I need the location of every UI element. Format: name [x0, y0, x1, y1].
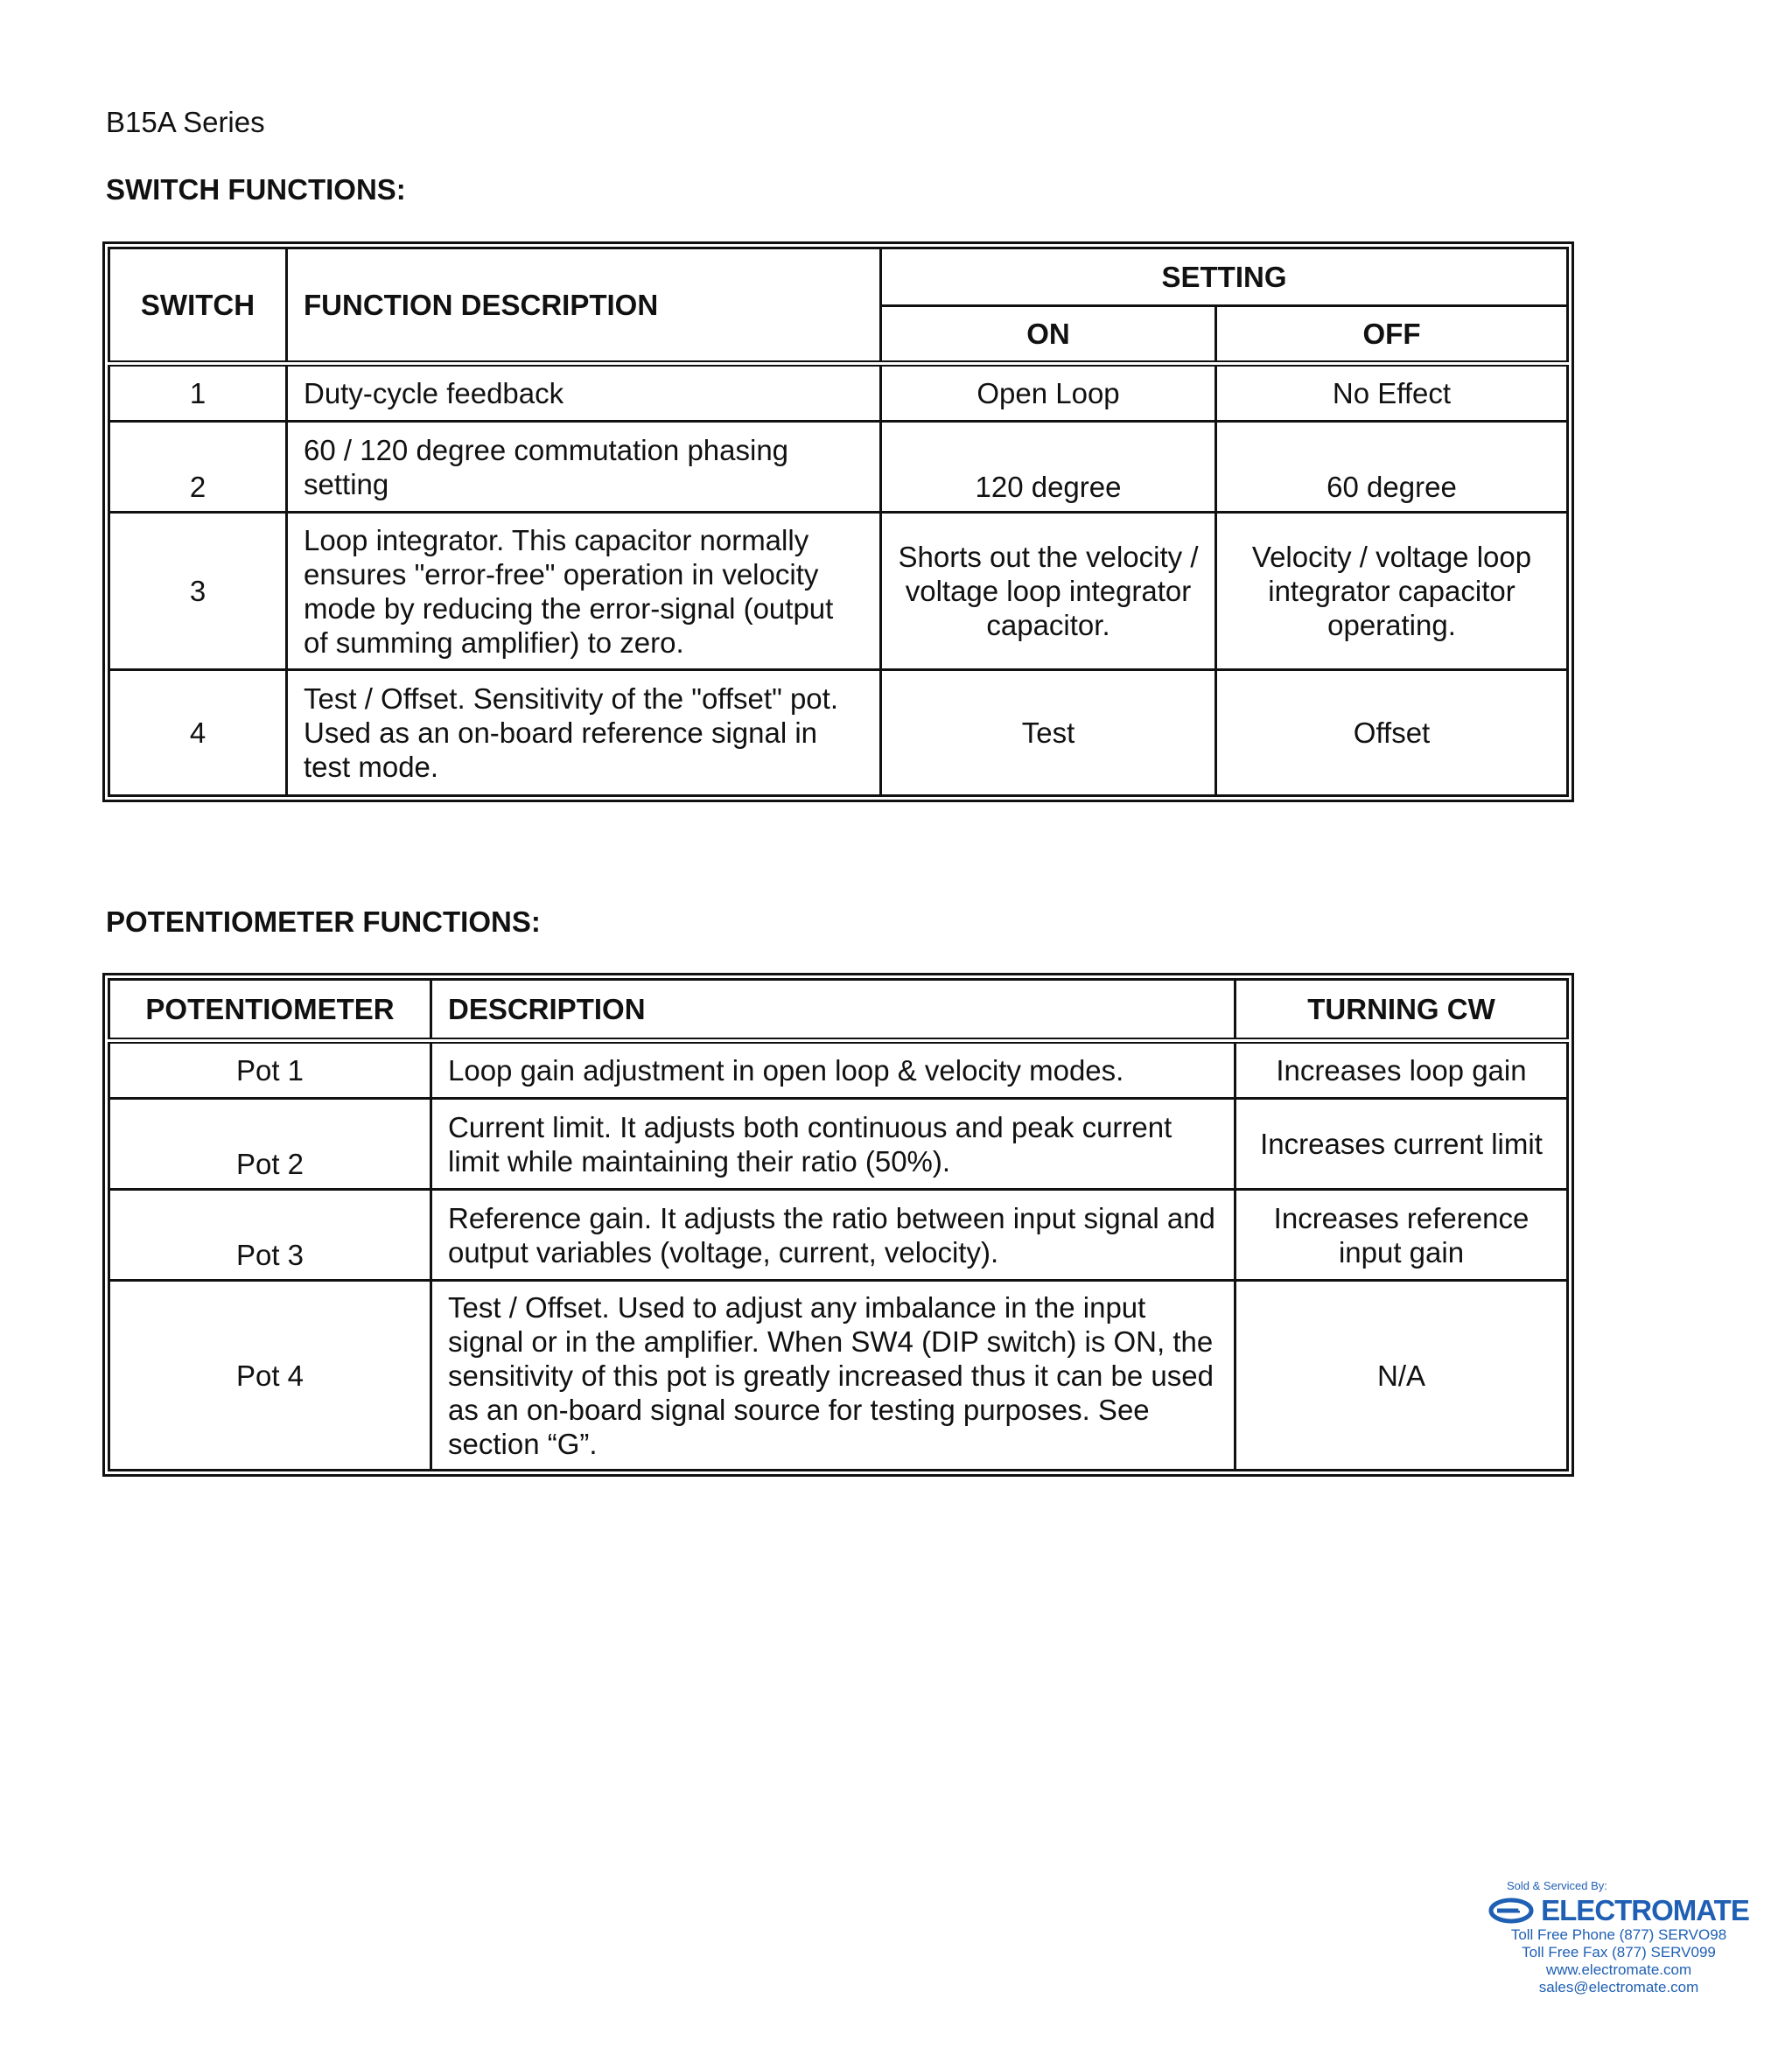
- table-row: [109, 1099, 1568, 1190]
- pot-description: Current limit. It adjusts both continuous and peak current limit while maintaining their ratio (50%).: [431, 1099, 1236, 1190]
- potentiometer-functions-heading: POTENTIOMETER FUNCTIONS:: [106, 905, 541, 938]
- pot-turning-cw: Increases reference input gain: [1236, 1190, 1568, 1281]
- pot-name: Pot 4: [109, 1281, 431, 1471]
- setting-on: Open Loop: [881, 364, 1216, 422]
- pot-description: Test / Offset. Used to adjust any imbalance in the input signal or in the amplifier. When SW4 (DIP switch) is ON, the sensitivity of this pot is greatly increased thus it can be used as an on-board signal source for testing purposes. See section “G”.: [431, 1281, 1236, 1471]
- sold-by-label: Sold & Serviced By:: [1507, 1879, 1607, 1892]
- brand-name: ELECTROMATE: [1541, 1894, 1749, 1926]
- pot-name: Pot 1: [109, 1041, 431, 1099]
- series-title: B15A Series: [106, 106, 265, 138]
- setting-off: Velocity / voltage loop integrator capacitor operating.: [1216, 513, 1568, 670]
- pot-description: Loop gain adjustment in open loop & velocity modes.: [431, 1041, 1236, 1099]
- pot-name: Pot 3: [109, 1190, 431, 1281]
- setting-on: Test: [881, 670, 1216, 796]
- table-row: [109, 1190, 1568, 1281]
- electromate-e-logo-icon: [1488, 1897, 1534, 1925]
- table-row: [109, 422, 1568, 513]
- website-link[interactable]: www.electromate.com: [1545, 1961, 1692, 1978]
- email-link[interactable]: sales@electromate.com: [1538, 1979, 1699, 1996]
- potentiometer-functions-table: [102, 973, 1574, 1477]
- table-row: [109, 364, 1568, 422]
- setting-off: No Effect: [1216, 364, 1568, 422]
- table-row: [109, 670, 1568, 796]
- turning-cw-col-header: TURNING CW: [1236, 980, 1568, 1041]
- potentiometer-col-header: POTENTIOMETER: [109, 980, 431, 1041]
- table-row: [109, 513, 1568, 670]
- switch-number: 1: [109, 364, 287, 422]
- setting-col-header: SETTING: [881, 248, 1568, 306]
- pot-name: Pot 2: [109, 1099, 431, 1190]
- function-description: 60 / 120 degree commutation phasing setting: [287, 422, 881, 513]
- switch-number: 4: [109, 670, 287, 796]
- function-description: Test / Offset. Sensitivity of the "offset" pot. Used as an on-board reference signal in test mode.: [287, 670, 881, 796]
- on-col-header: ON: [881, 306, 1216, 364]
- switch-functions-table: [102, 241, 1574, 802]
- table-row: [109, 1041, 1568, 1099]
- setting-on: 120 degree: [881, 422, 1216, 513]
- switch-number: 2: [109, 422, 287, 513]
- pot-turning-cw: N/A: [1236, 1281, 1568, 1471]
- switch-functions-heading: SWITCH FUNCTIONS:: [106, 173, 406, 206]
- electromate-footer: [1488, 1879, 1750, 1996]
- off-col-header: OFF: [1216, 306, 1568, 364]
- function-description: Duty-cycle feedback: [287, 364, 881, 422]
- setting-off: Offset: [1216, 670, 1568, 796]
- pot-description: Reference gain. It adjusts the ratio between input signal and output variables (voltage, current, velocity).: [431, 1190, 1236, 1281]
- pot-turning-cw: Increases loop gain: [1236, 1041, 1568, 1099]
- brand-logo: [1488, 1895, 1750, 1926]
- toll-free-phone: Toll Free Phone (877) SERVO98: [1510, 1926, 1727, 1943]
- table-row: [109, 1281, 1568, 1471]
- function-description: Loop integrator. This capacitor normally ensures "error-free" operation in velocity mode by reducing the error-signal (output of summing amplifier) to zero.: [287, 513, 881, 670]
- setting-on: Shorts out the velocity / voltage loop integrator capacitor.: [881, 513, 1216, 670]
- switch-number: 3: [109, 513, 287, 670]
- switch-col-header: SWITCH: [109, 248, 287, 364]
- description-col-header: DESCRIPTION: [431, 980, 1236, 1041]
- pot-turning-cw: Increases current limit: [1236, 1099, 1568, 1190]
- toll-free-fax: Toll Free Fax (877) SERV099: [1522, 1944, 1716, 1961]
- function-col-header: FUNCTION DESCRIPTION: [287, 248, 881, 364]
- setting-off: 60 degree: [1216, 422, 1568, 513]
